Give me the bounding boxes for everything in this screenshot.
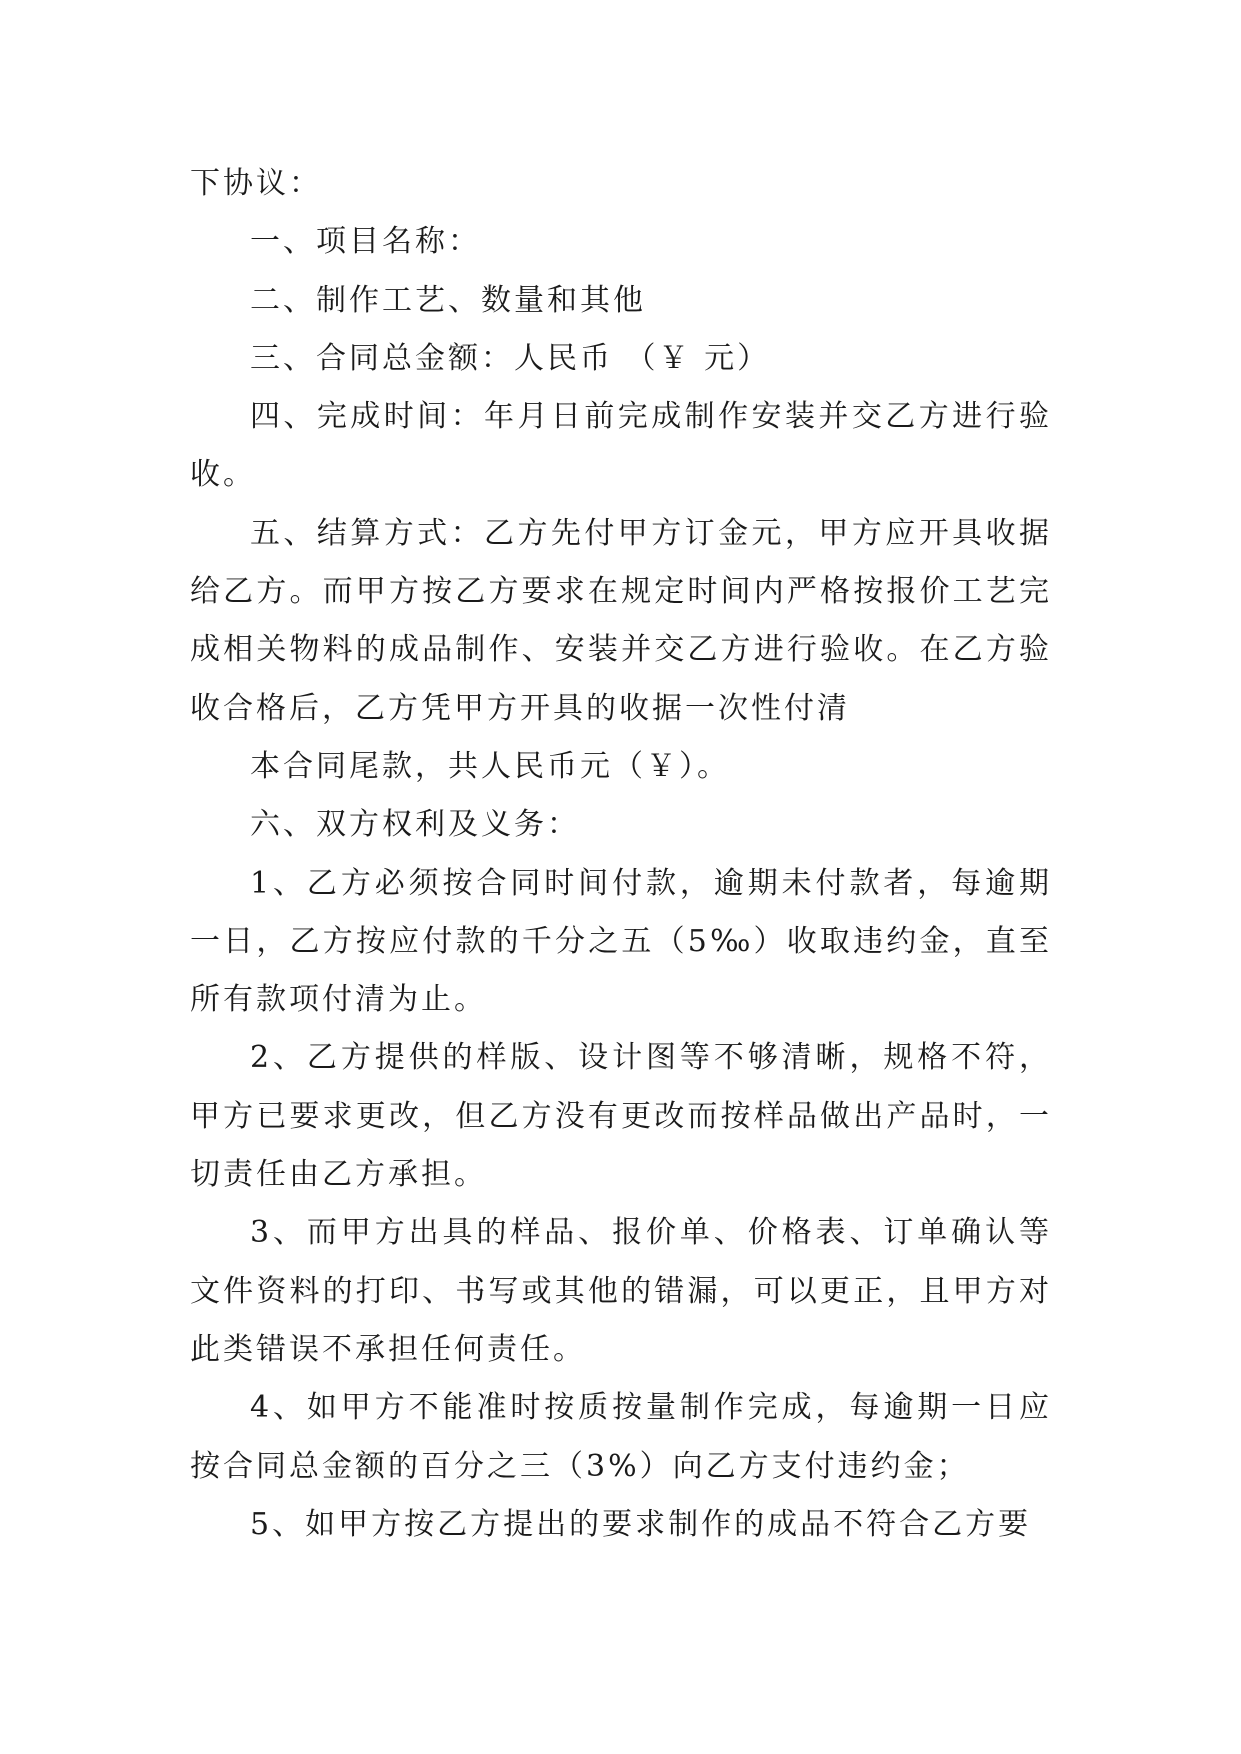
paragraph-clause-3: 3、而甲方出具的样品、报价单、价格表、订单确认等文件资料的打印、书写或其他的错漏，可以更正，且甲方对此类错误不承担任何责任。 — [190, 1215, 1052, 1367]
document-body — [190, 155, 1052, 1554]
paragraph-intro-tail: 下协议： — [190, 166, 322, 201]
paragraph-completion-time: 四、完成时间：年月日前完成制作安装并交乙方进行验收。 — [190, 399, 1052, 493]
paragraph-settlement-method: 五、结算方式：乙方先付甲方订金元，甲方应开具收据给乙方。而甲方按乙方要求在规定时间内严格按报价工艺完成相关物料的成品制作、安装并交乙方进行验收。在乙方验收合格后，乙方凭甲方开具的收据一次性付清 — [190, 515, 1052, 726]
paragraph-clause-1: 1、乙方必须按合同时间付款，逾期未付款者，每逾期一日，乙方按应付款的千分之五（5‰）收取违约金，直至所有款项付清为止。 — [190, 865, 1052, 1018]
paragraph-total-amount: 三、合同总金额：人民币 （￥ 元） — [250, 340, 771, 376]
paragraph-clause-4: 4、如甲方不能准时按质按量制作完成，每逾期一日应按合同总金额的百分之三（3%）向乙方支付违约金； — [190, 1390, 1052, 1484]
paragraph-project-name: 一、项目名称： — [250, 224, 481, 260]
paragraph-rights-obligations-heading: 六、双方权利及义务： — [250, 807, 580, 843]
paragraph-final-payment: 本合同尾款，共人民币元（￥）。 — [250, 748, 730, 784]
paragraph-clause-2: 2、乙方提供的样版、设计图等不够清晰，规格不符，甲方已要求更改，但乙方没有更改而按样品做出产品时，一切责任由乙方承担。 — [190, 1040, 1052, 1193]
paragraph-craft-quantity: 二、制作工艺、数量和其他 — [250, 282, 646, 318]
paragraph-clause-5: 5、如甲方按乙方提出的要求制作的成品不符合乙方要 — [250, 1506, 1032, 1542]
